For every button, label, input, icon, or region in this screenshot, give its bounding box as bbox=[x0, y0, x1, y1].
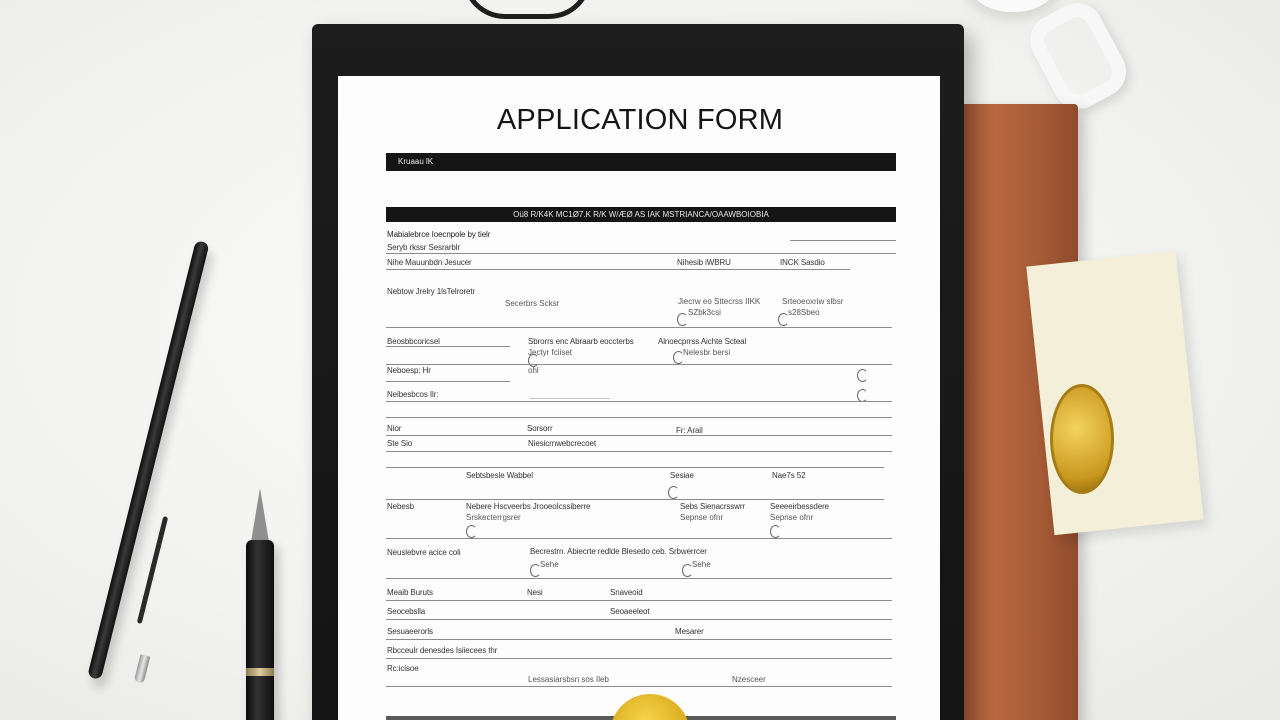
form-rule bbox=[386, 499, 884, 500]
form-field-label: Neibesbcos Ilr: bbox=[387, 390, 439, 399]
form-rule bbox=[386, 253, 896, 254]
form-field-label: Sesiae bbox=[670, 471, 694, 480]
form-rule bbox=[386, 686, 892, 687]
form-rule bbox=[386, 639, 892, 640]
form-field-sublabel: Jiecrw eo Sttecrss IIKK bbox=[678, 297, 761, 306]
form-title: APPLICATION FORM bbox=[496, 104, 784, 136]
fountain-pen-nib bbox=[251, 488, 269, 542]
form-rule bbox=[386, 417, 892, 418]
checkbox-circle bbox=[857, 369, 868, 382]
form-field-sublabel: Nelesbr bersi bbox=[683, 348, 731, 357]
eyeglasses bbox=[462, 0, 592, 19]
form-field-sublabel: Sepnse ofnr bbox=[770, 513, 814, 522]
form-rule bbox=[386, 658, 892, 659]
form-field-label: Nebere Hscveerbs JrooeoIcssiberre bbox=[466, 502, 591, 511]
form-rule bbox=[386, 451, 892, 452]
form-field-sublabel: Jectyr fciiset bbox=[528, 348, 573, 357]
envelope bbox=[1026, 251, 1203, 535]
form-field-sublabel: Sehe bbox=[692, 560, 711, 569]
form-field-label: INCK Sasdio bbox=[780, 258, 825, 267]
form-field-label: Nihesib iWBRU bbox=[677, 258, 731, 267]
form-field-label: Seoaeeleot bbox=[610, 607, 650, 616]
form-rule bbox=[386, 467, 884, 468]
checkbox-circle bbox=[677, 313, 688, 326]
form-field-label: Sebtsbesle Wabbel bbox=[466, 471, 533, 480]
form-field-label: Nior bbox=[387, 424, 402, 433]
form-field-label: Rbcceulr denesdes Isiiecees thr bbox=[387, 646, 498, 655]
form-field-label: Sorsorr bbox=[527, 424, 553, 433]
form-field-label: Mabialebrce Ioecnpole by tielr bbox=[387, 230, 491, 239]
form-field-label: Rc:icisoe bbox=[387, 664, 419, 673]
form-field-label: Nesi bbox=[527, 588, 543, 597]
form-rule bbox=[790, 240, 896, 241]
form-field-label: Seeeeirbessdere bbox=[770, 502, 829, 511]
section-bar-2: Oü8 R/K4K MC1Ø7.K R/K W/ÆØ AS IAK MSTRIANCA/OAAWBOIOBIA bbox=[386, 207, 896, 222]
ballpoint-pen bbox=[87, 240, 209, 680]
form-field-label: Alnoecprrss Aichte Scteal bbox=[658, 337, 747, 346]
form-field-label: Neboesp: Hr bbox=[387, 366, 431, 375]
form-field-sublabel: Secerbrs Scksr bbox=[505, 299, 560, 308]
form-field-sublabel: Lessasiarsbsn sos Ileb bbox=[528, 675, 609, 684]
form-field-label: Niesicrnwebcrecoet bbox=[528, 439, 597, 448]
form-field-label: Seocebslla bbox=[387, 607, 426, 616]
form-rule bbox=[386, 327, 892, 328]
form-field-label: Nebtow Jrelry 1lsTelroretr bbox=[387, 287, 476, 296]
form-rule bbox=[386, 269, 850, 270]
form-rule bbox=[530, 398, 610, 399]
form-field-label: Nebesb bbox=[387, 502, 414, 511]
checkbox-circle bbox=[668, 486, 679, 499]
fountain-pen bbox=[246, 540, 274, 720]
form-field-label: Nae7s 52 bbox=[772, 471, 806, 480]
form-field-label: Neuslebvre acice coli bbox=[387, 548, 461, 557]
pen-tip bbox=[134, 654, 150, 684]
form-rule bbox=[386, 435, 892, 436]
mug-handle bbox=[1021, 0, 1135, 118]
form-field-label: Mesarer bbox=[675, 627, 704, 636]
form-rule bbox=[386, 401, 892, 402]
form-field-sublabel: ohl bbox=[528, 366, 539, 375]
form-field-sublabel: Srteoeoxriw slbsr bbox=[782, 297, 844, 306]
form-field-label: Meaib Buruts bbox=[387, 588, 433, 597]
fountain-pen-band bbox=[246, 668, 274, 676]
form-rule bbox=[386, 578, 892, 579]
form-field-label: Sebs Sienacrsswrr bbox=[680, 502, 745, 511]
form-field-label: Nihe Mauunbdn Jesucer bbox=[387, 258, 472, 267]
wax-seal bbox=[1050, 384, 1114, 494]
form-rule bbox=[386, 346, 510, 347]
section-bar-1: Kruaau lK bbox=[386, 153, 896, 171]
form-field-sublabel: Sehe bbox=[540, 560, 559, 569]
form-field-label: Seryb rkssr Sesrarblr bbox=[387, 243, 461, 252]
form-field-label: Fr: Arail bbox=[676, 426, 703, 435]
form-rule bbox=[386, 364, 892, 365]
form-rule bbox=[386, 381, 510, 382]
form-field-sublabel: s28Sbeo bbox=[788, 308, 820, 317]
checkbox-circle bbox=[466, 525, 477, 538]
form-field-sublabel: Sepnse ofnr bbox=[680, 513, 724, 522]
form-field-label: Sbrorrs enc Abraarb eoccterbs bbox=[528, 337, 634, 346]
pen-clip bbox=[137, 516, 168, 624]
form-rule bbox=[386, 538, 892, 539]
form-field-label: Ste Sio bbox=[387, 439, 413, 448]
form-field-sublabel: Nzesceer bbox=[732, 675, 766, 684]
form-field-label: Becrestrn. Abiecrte redlde Blesedo ceb. Srbwerrcer bbox=[530, 547, 707, 556]
form-field-label: Sesuaeerorls bbox=[387, 627, 433, 636]
checkbox-circle bbox=[770, 525, 781, 538]
form-field-label: Snaveoid bbox=[610, 588, 643, 597]
form-field-label: Beosbbcoricsel bbox=[387, 337, 440, 346]
coffee-mug bbox=[958, 0, 1068, 12]
form-rule bbox=[386, 619, 892, 620]
form-field-sublabel: SZbk3csi bbox=[688, 308, 721, 317]
form-rule bbox=[386, 600, 892, 601]
form-field-sublabel: Srskecterrgsrer bbox=[466, 513, 521, 522]
